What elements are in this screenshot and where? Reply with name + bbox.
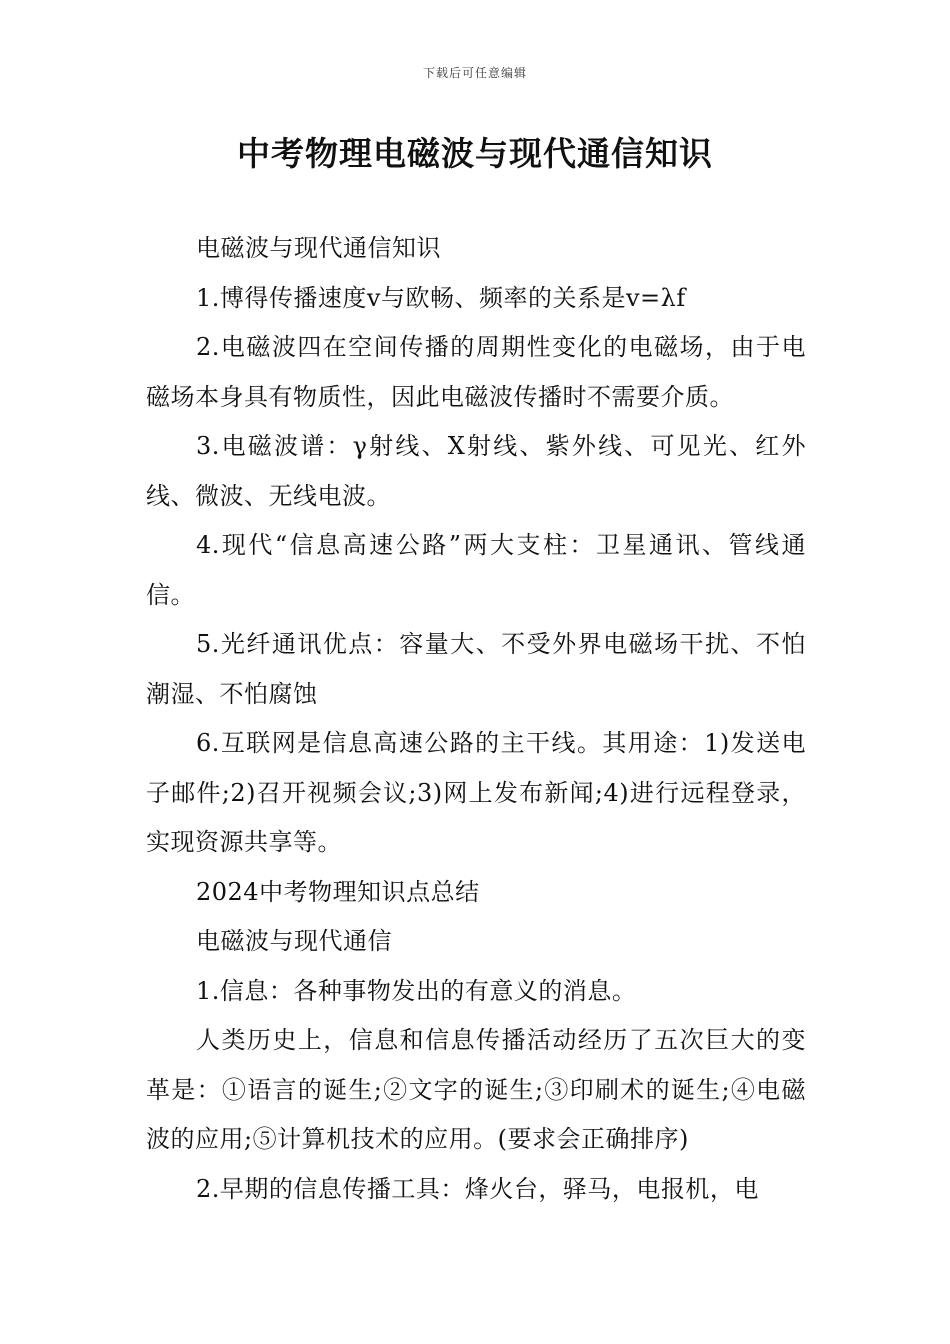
- paragraph-info-2: 2.早期的信息传播工具：烽火台，驿马，电报机，电: [196, 1174, 759, 1203]
- header-note: 下载后可任意编辑: [422, 66, 527, 80]
- document-body: [146, 224, 806, 1214]
- paragraph-item-2: 2.电磁波四在空间传播的周期性变化的电磁场，由于电磁场本身具有物质性，因此电磁波传播时不需要介质。: [146, 333, 806, 411]
- paragraph-item-3: 3.电磁波谱：γ射线、X射线、紫外线、可见光、红外线、微波、无线电波。: [146, 432, 806, 510]
- paragraph-section-heading: 电磁波与现代通信知识: [196, 234, 441, 262]
- paragraph-info-1: 1.信息：各种事物发出的有意义的消息。: [196, 976, 637, 1005]
- paragraph-item-6: 6.互联网是信息高速公路的主干线。其用途：1)发送电子邮件;2)召开视频会议;3)网上发布新闻;4)进行远程登录，实现资源共享等。: [146, 729, 806, 856]
- paragraph-item-5: 5.光纤通讯优点：容量大、不受外界电磁场干扰、不怕潮湿、不怕腐蚀: [146, 630, 806, 708]
- paragraph-history: 人类历史上，信息和信息传播活动经历了五次巨大的变革是：①语言的诞生;②文字的诞生;③印刷术的诞生;④电磁波的应用;⑤计算机技术的应用。(要求会正确排序): [146, 1026, 806, 1153]
- paragraph-summary-heading: 2024中考物理知识点总结: [196, 877, 480, 906]
- paragraph-subheading: 电磁波与现代通信: [196, 927, 392, 955]
- document-title: 中考物理电磁波与现代通信知识: [237, 134, 713, 173]
- paragraph-item-1: 1.博得传播速度v与欧畅、频率的关系是v=λf: [196, 283, 686, 312]
- paragraph-item-4: 4.现代“信息高速公路”两大支柱：卫星通讯、管线通信。: [146, 531, 806, 609]
